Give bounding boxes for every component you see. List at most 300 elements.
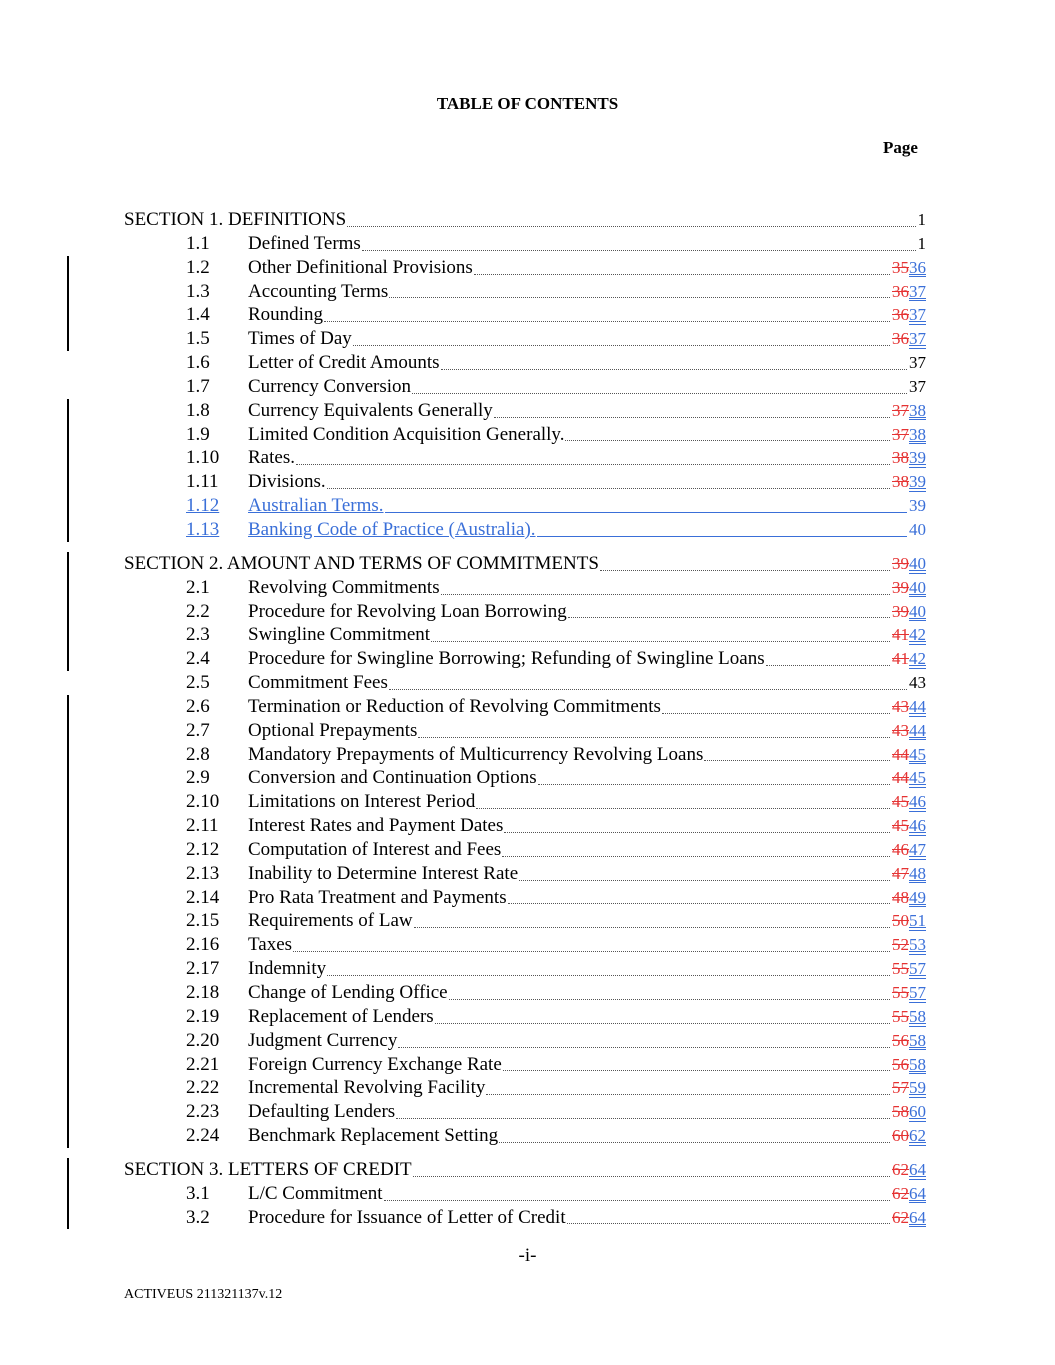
toc-entry-title: Incremental Revolving Facility bbox=[248, 1077, 486, 1099]
dot-leader bbox=[600, 569, 890, 571]
toc-entry-number: 2.3 bbox=[186, 624, 210, 646]
change-bar bbox=[67, 600, 69, 624]
toc-entry-number: 2.10 bbox=[186, 791, 220, 813]
toc-entry-number: 2.21 bbox=[186, 1053, 220, 1075]
toc-entry[interactable] bbox=[124, 790, 926, 814]
toc-entry-title: Conversion and Continuation Options bbox=[248, 767, 537, 789]
change-bar bbox=[67, 1182, 69, 1206]
toc-entry[interactable] bbox=[124, 766, 926, 790]
document-id: ACTIVEUS 211321137v.12 bbox=[124, 1287, 283, 1302]
toc-entry-page bbox=[892, 1053, 926, 1077]
change-bar bbox=[67, 423, 69, 447]
inserted-page-number: 59 bbox=[909, 1078, 926, 1098]
change-bar bbox=[67, 719, 69, 743]
toc-section-entry[interactable] bbox=[124, 1158, 926, 1182]
toc-entry-number: 3.1 bbox=[186, 1182, 210, 1204]
inserted-page-number: 40 bbox=[909, 601, 926, 621]
inserted-page-number: 51 bbox=[909, 911, 926, 931]
inserted-page-number: 46 bbox=[909, 792, 926, 812]
toc-entry-number: 1.3 bbox=[186, 280, 210, 302]
deleted-page-number: 36 bbox=[892, 305, 909, 325]
toc-entry-title: Termination or Reduction of Revolving Commitments bbox=[248, 695, 661, 717]
dot-leader bbox=[362, 249, 916, 251]
dot-leader bbox=[474, 273, 890, 275]
toc-entry[interactable] bbox=[124, 719, 926, 743]
deleted-page-number: 43 bbox=[892, 720, 909, 740]
inserted-page-number: 62 bbox=[909, 1126, 926, 1146]
deleted-page-number: 45 bbox=[892, 792, 909, 812]
toc-entry-number: 2.19 bbox=[186, 1005, 220, 1027]
inserted-page-number: 37 bbox=[909, 329, 926, 349]
change-bar bbox=[67, 494, 69, 518]
change-bar bbox=[67, 862, 69, 886]
toc-entry-title: Interest Rates and Payment Dates bbox=[248, 815, 504, 837]
toc-entry-page bbox=[892, 647, 926, 671]
toc-entry-title: Taxes bbox=[248, 934, 293, 956]
deleted-page-number: 50 bbox=[892, 911, 909, 931]
toc-entry-number: 1.13 bbox=[186, 518, 220, 540]
toc-entry[interactable] bbox=[124, 1100, 926, 1124]
toc-entry-number: 2.13 bbox=[186, 862, 220, 884]
toc-entry[interactable] bbox=[124, 576, 926, 600]
change-bar bbox=[67, 695, 69, 719]
toc-entry-page bbox=[892, 766, 926, 790]
deleted-page-number: 48 bbox=[892, 887, 909, 907]
toc-entry-number: 2.18 bbox=[186, 982, 220, 1003]
deleted-page-number: 36 bbox=[892, 281, 909, 301]
dot-leader bbox=[499, 1141, 890, 1143]
toc-entry-number: 1.10 bbox=[186, 447, 220, 469]
toc-entry-title: Procedure for Issuance of Letter of Credit bbox=[248, 1206, 566, 1228]
deleted-page-number: 39 bbox=[892, 601, 909, 621]
toc-entry-title: Defined Terms bbox=[248, 232, 361, 254]
inserted-page-number: 42 bbox=[909, 625, 926, 645]
toc-entry-title: Limitations on Interest Period bbox=[248, 791, 476, 813]
dot-leader bbox=[396, 1117, 890, 1119]
toc-entry[interactable] bbox=[124, 743, 926, 767]
deleted-page-number: 45 bbox=[892, 816, 909, 836]
toc-entry[interactable] bbox=[124, 671, 926, 695]
toc-entry-page bbox=[892, 1182, 926, 1206]
toc-entry-page: 39 bbox=[909, 496, 926, 516]
dot-leader bbox=[662, 712, 890, 714]
toc-entry-title: Benchmark Replacement Setting bbox=[248, 1125, 499, 1147]
toc-entry-number: 1.2 bbox=[186, 256, 210, 278]
change-bar bbox=[67, 743, 69, 767]
inserted-page-number: 36 bbox=[909, 257, 926, 277]
deleted-page-number: 39 bbox=[892, 553, 909, 573]
table-of-contents bbox=[124, 208, 926, 1229]
dot-leader bbox=[504, 831, 890, 833]
page-column-header: Page bbox=[883, 138, 918, 157]
toc-entry-title: SECTION 1. DEFINITIONS bbox=[124, 209, 347, 230]
toc-entry-number: 2.12 bbox=[186, 838, 220, 860]
change-bar bbox=[67, 470, 69, 494]
toc-entry-page: 43 bbox=[909, 673, 926, 693]
deleted-page-number: 57 bbox=[892, 1078, 909, 1098]
toc-entry-page: 37 bbox=[909, 376, 926, 396]
inserted-page-number: 64 bbox=[909, 1207, 926, 1227]
toc-entry[interactable] bbox=[124, 280, 926, 304]
toc-entry[interactable] bbox=[124, 647, 926, 671]
deleted-page-number: 35 bbox=[892, 257, 909, 277]
inserted-page-number: 38 bbox=[909, 400, 926, 420]
toc-entry[interactable] bbox=[124, 814, 926, 838]
toc-entry-title: Other Definitional Provisions bbox=[248, 256, 473, 278]
change-bar bbox=[67, 647, 69, 671]
dot-leader bbox=[441, 593, 890, 595]
inserted-page-number: 38 bbox=[909, 424, 926, 444]
inserted-page-number: 44 bbox=[909, 720, 926, 740]
dot-leader bbox=[347, 225, 915, 227]
toc-entry-page bbox=[892, 886, 926, 910]
deleted-page-number: 60 bbox=[892, 1126, 909, 1146]
toc-entry-number: 2.11 bbox=[186, 815, 219, 837]
dot-leader bbox=[384, 1199, 890, 1201]
dot-leader bbox=[324, 320, 890, 322]
toc-entry-page bbox=[892, 1076, 926, 1100]
inserted-page-number: 40 bbox=[909, 553, 926, 573]
toc-entry-title: Procedure for Revolving Loan Borrowing bbox=[248, 600, 567, 622]
toc-entry-title: SECTION 2. AMOUNT AND TERMS OF COMMITMENTS bbox=[124, 552, 599, 574]
change-bar bbox=[67, 1053, 69, 1077]
toc-entry-title: L/C Commitment bbox=[248, 1182, 383, 1204]
deleted-page-number: 56 bbox=[892, 1030, 909, 1050]
toc-entry-title: Procedure for Swingline Borrowing; Refunding of Swingline Loans bbox=[248, 648, 765, 670]
toc-entry[interactable] bbox=[124, 838, 926, 862]
toc-entry-page bbox=[892, 1206, 926, 1230]
toc-entry-page bbox=[892, 695, 926, 719]
toc-entry[interactable] bbox=[124, 375, 926, 399]
toc-entry-title: Revolving Commitments bbox=[248, 576, 440, 598]
toc-entry-title: Australian Terms. bbox=[248, 495, 384, 517]
toc-entry-page bbox=[892, 423, 926, 447]
toc-entry-number: 2.5 bbox=[186, 672, 210, 694]
toc-entry-page bbox=[892, 303, 926, 327]
toc-entry[interactable] bbox=[124, 470, 926, 494]
dot-leader bbox=[503, 1069, 890, 1071]
dot-leader bbox=[418, 736, 890, 738]
dot-leader bbox=[398, 1046, 890, 1048]
change-bar bbox=[67, 1206, 69, 1230]
toc-section-entry[interactable] bbox=[124, 552, 926, 576]
dot-leader bbox=[565, 439, 890, 441]
toc-entry-title: Accounting Terms bbox=[248, 280, 389, 302]
toc-entry-title: Rates. bbox=[248, 447, 295, 469]
change-bar bbox=[67, 256, 69, 280]
toc-entry-number: 1.4 bbox=[186, 304, 210, 326]
toc-entry-page bbox=[892, 1005, 926, 1029]
toc-entry-title: Requirements of Law bbox=[248, 910, 413, 932]
inserted-page-number: 64 bbox=[909, 1159, 926, 1179]
toc-entry-title: Swingline Commitment bbox=[248, 624, 431, 646]
deleted-page-number: 62 bbox=[892, 1183, 909, 1203]
toc-entry[interactable] bbox=[124, 351, 926, 375]
toc-entry-number: 1.9 bbox=[186, 423, 210, 445]
inserted-page-number: 57 bbox=[909, 959, 926, 979]
toc-entry[interactable] bbox=[124, 862, 926, 886]
toc-entry[interactable] bbox=[124, 303, 926, 327]
toc-entry-page: 37 bbox=[909, 353, 926, 373]
toc-entry-title: Times of Day bbox=[248, 328, 352, 350]
toc-entry[interactable] bbox=[124, 518, 926, 542]
dot-leader bbox=[413, 1175, 890, 1177]
toc-entry-page bbox=[892, 909, 926, 933]
toc-entry[interactable] bbox=[124, 623, 926, 647]
change-bar bbox=[67, 933, 69, 957]
toc-entry-title: Indemnity bbox=[248, 958, 327, 980]
change-bar bbox=[67, 1124, 69, 1148]
toc-entry[interactable] bbox=[124, 1076, 926, 1100]
deleted-page-number: 39 bbox=[892, 577, 909, 597]
toc-entry-title: Optional Prepayments bbox=[248, 719, 418, 741]
toc-entry-page bbox=[892, 470, 926, 494]
toc-entry-page bbox=[892, 790, 926, 814]
change-bar bbox=[67, 909, 69, 933]
dot-leader bbox=[389, 296, 890, 298]
change-bar bbox=[67, 814, 69, 838]
deleted-page-number: 62 bbox=[892, 1207, 909, 1227]
toc-entry[interactable] bbox=[124, 1053, 926, 1077]
change-bar bbox=[67, 327, 69, 351]
dot-leader bbox=[537, 535, 907, 537]
toc-entry[interactable] bbox=[124, 256, 926, 280]
dot-leader bbox=[327, 974, 890, 976]
toc-entry-title: Mandatory Prepayments of Multicurrency Revolving Loans bbox=[248, 743, 704, 765]
dot-leader bbox=[412, 392, 907, 394]
change-bar bbox=[67, 303, 69, 327]
toc-entry[interactable] bbox=[124, 1124, 926, 1148]
toc-entry-page: 1 bbox=[917, 233, 926, 253]
toc-entry-page bbox=[892, 280, 926, 304]
toc-entry-number: 1.5 bbox=[186, 328, 210, 350]
deleted-page-number: 44 bbox=[892, 744, 909, 764]
toc-entry[interactable] bbox=[124, 957, 926, 981]
change-bar bbox=[67, 518, 69, 542]
dot-leader bbox=[508, 902, 890, 904]
deleted-page-number: 46 bbox=[892, 839, 909, 859]
toc-entry-page bbox=[892, 256, 926, 280]
toc-entry[interactable] bbox=[124, 399, 926, 423]
toc-entry-page: 40 bbox=[909, 519, 926, 539]
inserted-page-number: 53 bbox=[909, 935, 926, 955]
toc-entry-number: 2.9 bbox=[186, 767, 210, 789]
toc-entry-title: Foreign Currency Exchange Rate bbox=[248, 1053, 502, 1075]
inserted-page-number: 39 bbox=[909, 448, 926, 468]
toc-entry-page bbox=[892, 576, 926, 600]
toc-entry-title: Change of Lending Office bbox=[248, 982, 448, 1003]
change-bar bbox=[67, 981, 69, 1005]
change-bar bbox=[67, 446, 69, 470]
inserted-page-number: 46 bbox=[909, 816, 926, 836]
inserted-page-number: 48 bbox=[909, 863, 926, 883]
deleted-page-number: 55 bbox=[892, 959, 909, 979]
inserted-page-number: 58 bbox=[909, 1054, 926, 1074]
dot-leader bbox=[486, 1093, 890, 1095]
change-bar bbox=[67, 576, 69, 600]
toc-entry-number: 2.16 bbox=[186, 934, 220, 956]
toc-entry-title: SECTION 3. LETTERS OF CREDIT bbox=[124, 1158, 412, 1180]
inserted-page-number: 49 bbox=[909, 887, 926, 907]
toc-entry-page bbox=[892, 981, 926, 1005]
toc-entry[interactable] bbox=[124, 600, 926, 624]
toc-entry[interactable] bbox=[124, 1182, 926, 1206]
dot-leader bbox=[766, 664, 890, 666]
toc-entry-number: 3.2 bbox=[186, 1206, 210, 1228]
dot-leader bbox=[441, 368, 907, 370]
change-bar bbox=[67, 1029, 69, 1053]
deleted-page-number: 37 bbox=[892, 400, 909, 420]
toc-entry-page bbox=[892, 719, 926, 743]
inserted-page-number: 64 bbox=[909, 1183, 926, 1203]
dot-leader bbox=[414, 926, 890, 928]
toc-entry-number: 2.15 bbox=[186, 910, 220, 932]
toc-title: TABLE OF CONTENTS bbox=[436, 94, 619, 113]
toc-entry-page bbox=[892, 623, 926, 647]
change-bar bbox=[67, 838, 69, 862]
dot-leader bbox=[296, 463, 890, 465]
toc-entry[interactable] bbox=[124, 327, 926, 351]
toc-entry-page bbox=[892, 1158, 926, 1182]
page-number: -i- bbox=[518, 1245, 537, 1266]
toc-entry[interactable] bbox=[124, 1206, 926, 1230]
toc-entry-page bbox=[892, 1100, 926, 1124]
dot-leader bbox=[502, 855, 890, 857]
dot-leader bbox=[519, 879, 890, 881]
change-bar bbox=[67, 399, 69, 423]
deleted-page-number: 37 bbox=[892, 424, 909, 444]
toc-entry-title: Computation of Interest and Fees bbox=[248, 838, 502, 860]
toc-entry-number: 2.17 bbox=[186, 958, 220, 980]
inserted-page-number: 39 bbox=[909, 472, 926, 492]
toc-entry-title: Rounding bbox=[248, 304, 323, 326]
toc-entry[interactable] bbox=[124, 933, 926, 957]
toc-entry-number: 2.4 bbox=[186, 648, 210, 670]
toc-entry-title: Limited Condition Acquisition Generally. bbox=[248, 423, 565, 445]
deleted-page-number: 52 bbox=[892, 935, 909, 955]
toc-entry-number: 2.20 bbox=[186, 1029, 220, 1051]
toc-entry-number: 1.7 bbox=[186, 375, 210, 397]
toc-entry-number: 1.11 bbox=[186, 471, 219, 493]
dot-leader bbox=[385, 511, 907, 513]
toc-entry-number: 2.1 bbox=[186, 576, 210, 598]
toc-entry[interactable] bbox=[124, 1005, 926, 1029]
toc-entry-page bbox=[892, 327, 926, 351]
toc-entry-number: 1.8 bbox=[186, 399, 210, 421]
toc-entry-page bbox=[892, 957, 926, 981]
dot-leader bbox=[476, 807, 890, 809]
toc-entry-page bbox=[892, 933, 926, 957]
toc-entry-number: 1.1 bbox=[186, 232, 210, 254]
dot-leader bbox=[435, 1022, 890, 1024]
toc-entry-page: 1 bbox=[917, 210, 926, 229]
change-bar bbox=[67, 552, 69, 576]
toc-entry-number: 2.8 bbox=[186, 743, 210, 765]
change-bar bbox=[67, 1100, 69, 1124]
change-bar bbox=[67, 790, 69, 814]
toc-entry-page bbox=[892, 1124, 926, 1148]
toc-entry-title: Commitment Fees bbox=[248, 672, 388, 694]
deleted-page-number: 55 bbox=[892, 983, 909, 1002]
toc-entry-number: 2.7 bbox=[186, 719, 210, 741]
toc-entry[interactable] bbox=[124, 909, 926, 933]
toc-entry-title: Divisions. bbox=[248, 471, 326, 493]
deleted-page-number: 41 bbox=[892, 625, 909, 645]
toc-entry-number: 2.6 bbox=[186, 695, 210, 717]
toc-entry-page bbox=[892, 1029, 926, 1053]
inserted-page-number: 58 bbox=[909, 1030, 926, 1050]
toc-entry-number: 2.23 bbox=[186, 1101, 220, 1123]
dot-leader bbox=[327, 487, 890, 489]
toc-entry-page bbox=[892, 552, 926, 576]
inserted-page-number: 44 bbox=[909, 696, 926, 716]
dot-leader bbox=[567, 1222, 890, 1224]
inserted-page-number: 45 bbox=[909, 768, 926, 788]
toc-entry[interactable] bbox=[124, 886, 926, 910]
toc-entry[interactable] bbox=[124, 695, 926, 719]
change-bar bbox=[67, 1076, 69, 1100]
inserted-page-number: 57 bbox=[909, 983, 926, 1002]
inserted-page-number: 60 bbox=[909, 1102, 926, 1122]
inserted-page-number: 58 bbox=[909, 1006, 926, 1026]
deleted-page-number: 62 bbox=[892, 1159, 909, 1179]
inserted-page-number: 42 bbox=[909, 649, 926, 669]
toc-entry-page bbox=[892, 862, 926, 886]
change-bar bbox=[67, 957, 69, 981]
toc-entry-title: Currency Equivalents Generally bbox=[248, 399, 493, 421]
toc-entry-title: Judgment Currency bbox=[248, 1029, 398, 1051]
inserted-page-number: 45 bbox=[909, 744, 926, 764]
deleted-page-number: 41 bbox=[892, 649, 909, 669]
inserted-page-number: 37 bbox=[909, 281, 926, 301]
toc-entry-number: 2.2 bbox=[186, 600, 210, 622]
toc-entry-page bbox=[892, 814, 926, 838]
deleted-page-number: 55 bbox=[892, 1006, 909, 1026]
dot-leader bbox=[389, 688, 907, 690]
toc-entry-number: 1.6 bbox=[186, 352, 210, 374]
toc-entry[interactable] bbox=[124, 494, 926, 518]
toc-entry[interactable] bbox=[124, 1029, 926, 1053]
toc-entry[interactable] bbox=[124, 232, 926, 256]
toc-entry[interactable] bbox=[124, 423, 926, 447]
toc-entry[interactable] bbox=[124, 446, 926, 470]
toc-section-entry[interactable] bbox=[124, 208, 926, 232]
change-bar bbox=[67, 1005, 69, 1029]
toc-entry-title: Pro Rata Treatment and Payments bbox=[248, 886, 507, 908]
inserted-page-number: 37 bbox=[909, 305, 926, 325]
toc-entry-title: Currency Conversion bbox=[248, 375, 412, 397]
change-bar bbox=[67, 1158, 69, 1182]
dot-leader bbox=[353, 344, 890, 346]
change-bar bbox=[67, 623, 69, 647]
deleted-page-number: 36 bbox=[892, 329, 909, 349]
toc-entry-page bbox=[892, 399, 926, 423]
deleted-page-number: 47 bbox=[892, 863, 909, 883]
deleted-page-number: 44 bbox=[892, 768, 909, 788]
toc-entry-number: 2.22 bbox=[186, 1077, 220, 1099]
dot-leader bbox=[568, 616, 890, 618]
toc-entry-title: Banking Code of Practice (Australia). bbox=[248, 518, 536, 540]
toc-entry-title: Letter of Credit Amounts bbox=[248, 352, 440, 374]
toc-entry-title: Defaulting Lenders bbox=[248, 1101, 396, 1123]
deleted-page-number: 38 bbox=[892, 448, 909, 468]
deleted-page-number: 38 bbox=[892, 472, 909, 492]
toc-entry-page bbox=[892, 838, 926, 862]
dot-leader bbox=[431, 640, 890, 642]
change-bar bbox=[67, 886, 69, 910]
inserted-page-number: 40 bbox=[909, 577, 926, 597]
toc-entry[interactable] bbox=[124, 981, 926, 1005]
